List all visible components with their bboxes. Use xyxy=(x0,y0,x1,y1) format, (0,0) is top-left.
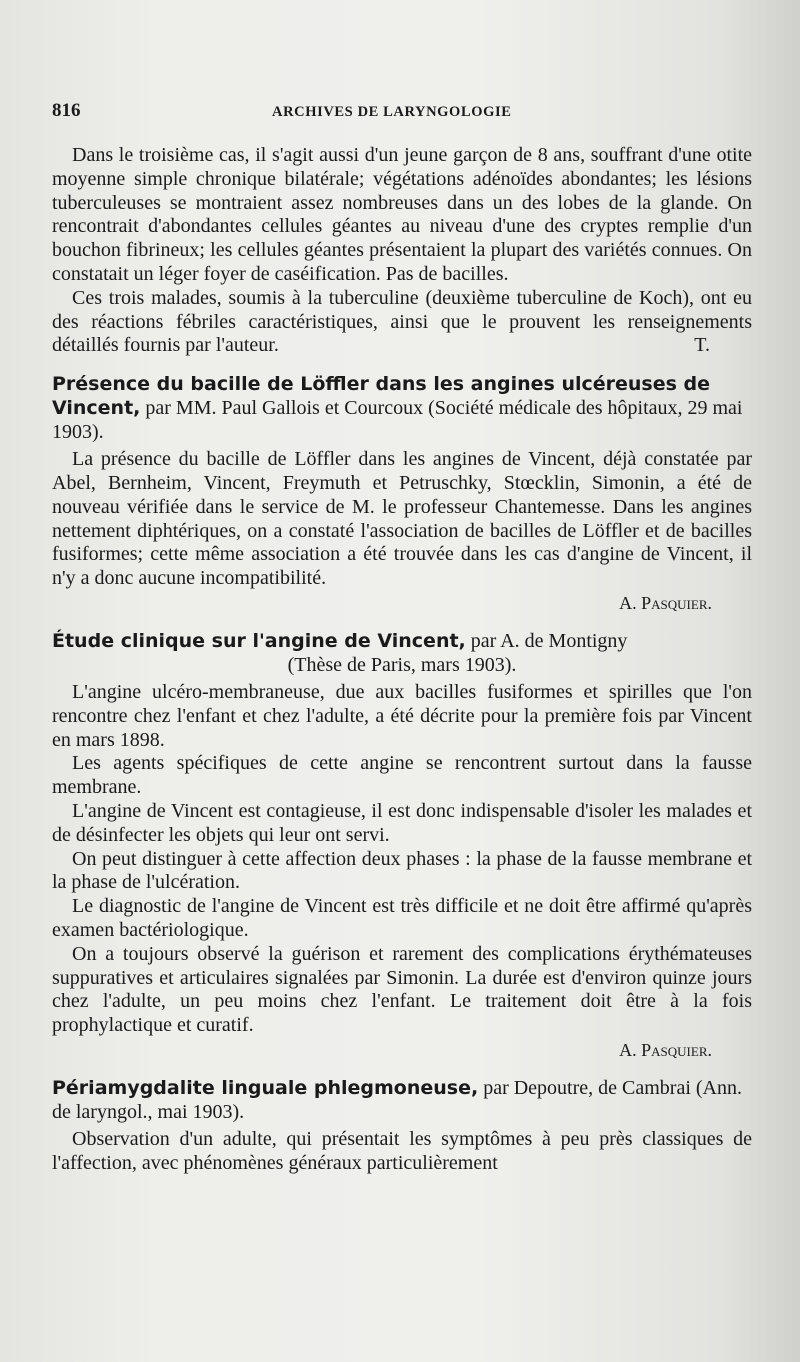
article-3-source: (Ann. de laryngol., mai 1903). xyxy=(52,1076,742,1123)
article-2-paragraph-6: On a toujours observé la guérison et rarement des complications érythémateuses suppuratives et articulaires signalées par Simonin. La durée est d'environ quinze jours chez l'adulte, un peu moins chez l'enfant. Le traitement doit être à la fois prophylactique et curatif. xyxy=(52,942,752,1037)
intro-signature: T. xyxy=(694,334,710,357)
article-2-paragraph-1: L'angine ulcéro-membraneuse, due aux bacilles fusiformes et spirilles que l'on rencontre chez l'enfant et chez l'adulte, a été décrite pour la première fois par Vincent en mars 1898. xyxy=(52,680,752,751)
article-2-title: Étude clinique sur l'angine de Vincent, xyxy=(52,629,466,652)
article-2-paragraph-3: L'angine de Vincent est contagieuse, il est donc indispensable d'isoler les malades et de désinfecter les objets qui leur ont servi. xyxy=(52,799,752,846)
article-1-signature-text: A. Pasquier. xyxy=(619,592,712,613)
article-1-heading xyxy=(52,372,752,444)
article-2-heading xyxy=(52,629,752,677)
article-3-heading xyxy=(52,1076,752,1124)
running-head xyxy=(52,100,752,130)
journal-title: ARCHIVES DE LARYNGOLOGIE xyxy=(272,104,512,120)
article-2-paragraph-5: Le diagnostic de l'angine de Vincent est très difficile et ne doit être affirmé qu'après examen bactériologique. xyxy=(52,895,752,941)
article-2-paragraph-2: Les agents spécifiques de cette angine se rencontrent surtout dans la fausse membrane. xyxy=(52,752,752,799)
page-number: 816 xyxy=(52,100,81,121)
article-2-signature-text: A. Pasquier. xyxy=(619,1039,712,1060)
article-2-source: (Thèse de Paris, mars 1903). xyxy=(287,653,517,676)
article-3-title: Périamygdalite linguale phlegmoneuse, xyxy=(52,1076,479,1099)
article-1-paragraph-1: La présence du bacille de Löffler dans les angines de Vincent, déjà constatée par Abel, Bernheim, Vincent, Freymuth et Petruschky, Stœcklin, Simonin, a été de nouveau vérifiée dans le service de M. le professeur Chantemesse. Dans les angines nettement diphtériques, on a constaté l'association de bacilles de Löffler et de bacilles fusiformes; cette même association a été trouvée dans les cas d'angine de Vincent, il n'y a donc aucune incompatibilité. xyxy=(52,448,752,590)
article-1-source: (Société médicale des hôpitaux, 29 mai 1903). xyxy=(52,397,743,444)
intro-paragraph-2-text: Ces trois malades, soumis à la tuberculine (deuxième tuberculine de Koch), ont eu des réactions fébriles caractéristiques, ainsi que le prouvent les renseignements détaillés fournis par l'auteur. xyxy=(52,286,752,357)
article-3-byline: par Depoutre, de Cambrai xyxy=(478,1076,696,1099)
article-2-byline: par A. de Montigny xyxy=(465,629,628,652)
article-1-byline: par MM. Paul Gallois et Courcoux xyxy=(140,397,429,420)
article-3-paragraph-1: Observation d'un adulte, qui présentait les symptômes à peu près classiques de l'affection, avec phénomènes généraux particulièrement xyxy=(52,1127,752,1174)
article-1-title: Présence du bacille de Löffler dans les angines ulcéreuses de Vincent, xyxy=(52,373,711,420)
intro-paragraph-1: Dans le troisième cas, il s'agit aussi d'un jeune garçon de 8 ans, souffrant d'une otite moyenne simple chronique bilatérale; végétations adénoïdes abondantes; les lésions tuberculeuses se montraient assez nombreuses dans un des lobes de la glande. On rencontrait d'abondantes cellules géantes au niveau d'une des cryptes remplie d'un bouchon fibrineux; les cellules géantes présentaient la plupart des variétés connues. On constatait un léger foyer de caséification. Pas de bacilles. xyxy=(52,144,752,285)
intro-paragraph-2 xyxy=(52,287,752,358)
article-2-paragraph-4: On peut distinguer à cette affection deux phases : la phase de la fausse membrane et la phase de l'ulcération. xyxy=(52,847,752,894)
article-1-signature xyxy=(52,591,752,615)
article-2-signature xyxy=(52,1038,752,1062)
